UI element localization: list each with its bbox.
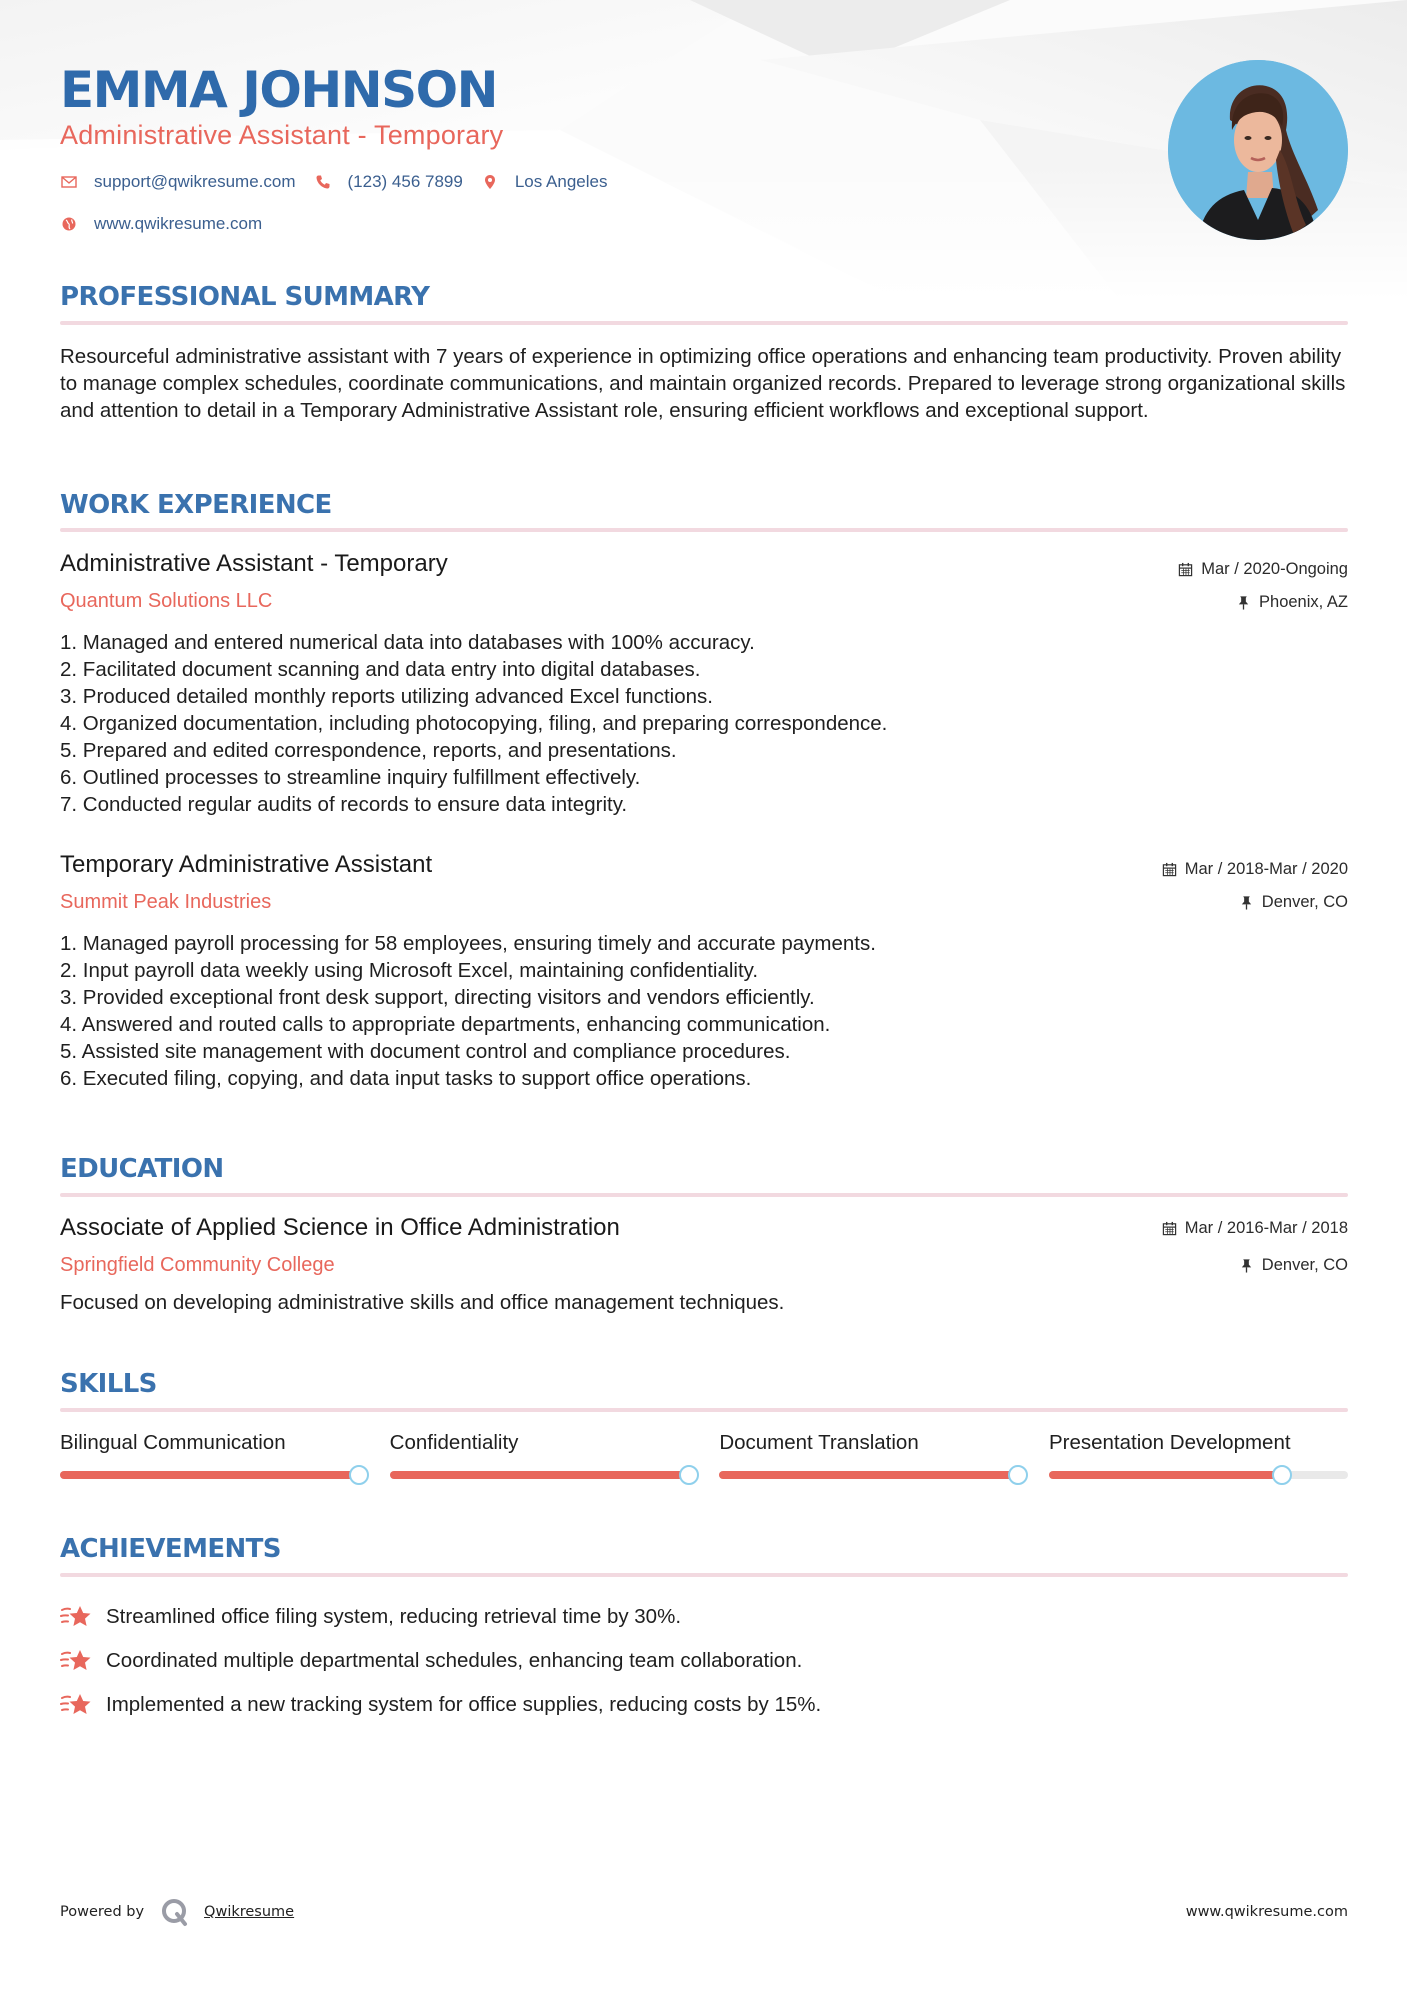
- achievements-list: [60, 1595, 821, 1727]
- contact-row-secondary: [60, 214, 280, 234]
- job-location: [1236, 591, 1348, 613]
- skill-label: Confidentiality: [389, 1431, 519, 1454]
- achievement-text: Implemented a new tracking system for office supplies, reducing costs by 15%.: [106, 1693, 822, 1716]
- contact-website[interactable]: [60, 214, 262, 234]
- experience-heading: WORK EXPERIENCE: [60, 490, 332, 520]
- job-bullet: 1. Managed payroll processing for 58 employees, ensuring timely and accurate payments.: [60, 932, 876, 955]
- achievement-item: [60, 1683, 821, 1727]
- skill-level-bar: [390, 1471, 689, 1479]
- skill-level-knob: [349, 1465, 369, 1485]
- job-company: Summit Peak Industries: [60, 891, 272, 913]
- education-description: Focused on developing administrative skills and office management techniques.: [60, 1291, 785, 1314]
- skill-item: [60, 1429, 359, 1479]
- summary-text: Resourceful administrative assistant with 7 years of experience in optimizing office operations and enhancing team productivity. Proven ability to manage complex schedules, coordinate communications, and maintain organized records. Prepared to leverage strong organizational skills and attention to detail in a Temporary Administrative Assistant role, ensuring efficient workflows and exceptional support.: [60, 345, 1346, 422]
- skill-level-knob: [1272, 1465, 1292, 1485]
- skill-level-knob: [679, 1465, 699, 1485]
- skill-level-fill: [390, 1471, 689, 1479]
- calendar-icon: [1162, 862, 1177, 877]
- skills-list: [60, 1429, 1348, 1479]
- job-location: [1239, 891, 1348, 913]
- phone-text: (123) 456 7899: [347, 172, 463, 191]
- job-title: Temporary Administrative Assistant: [60, 851, 433, 878]
- education-heading: EDUCATION: [60, 1154, 224, 1184]
- shooting-star-icon: [60, 1602, 92, 1632]
- skill-level-fill: [719, 1471, 1018, 1479]
- email-text: support@qwikresume.com: [94, 172, 296, 191]
- achievement-text: Coordinated multiple departmental schedules, enhancing team collaboration.: [106, 1649, 803, 1672]
- contact-email[interactable]: [60, 172, 296, 192]
- skill-level-knob: [1008, 1465, 1028, 1485]
- job-bullet: 2. Input payroll data weekly using Microsoft Excel, maintaining confidentiality.: [60, 959, 759, 982]
- map-pin-icon: [481, 173, 499, 191]
- skill-item: [1049, 1429, 1348, 1479]
- skill-level-fill: [60, 1471, 359, 1479]
- website-text: www.qwikresume.com: [94, 214, 263, 233]
- pushpin-icon: [1239, 1258, 1254, 1273]
- job-bullet-list: [60, 629, 887, 818]
- job-dates-text: Mar / 2018-Mar / 2020: [1184, 860, 1348, 878]
- job-location-text: Phoenix, AZ: [1259, 593, 1348, 611]
- education-dates-text: Mar / 2016-Mar / 2018: [1184, 1219, 1348, 1237]
- footer-website[interactable]: www.qwikresume.com: [1185, 1904, 1348, 1920]
- achievement-item: [60, 1595, 821, 1639]
- contact-row-primary: [60, 172, 625, 192]
- shooting-star-icon: [60, 1690, 92, 1720]
- job-bullet: 3. Provided exceptional front desk support, directing visitors and vendors efficiently.: [60, 986, 815, 1009]
- globe-icon: [60, 215, 78, 233]
- profile-photo: [1168, 60, 1348, 240]
- education-dates: [1162, 1217, 1348, 1239]
- job-bullet: 5. Prepared and edited correspondence, reports, and presentations.: [60, 739, 677, 762]
- skill-level-bar: [60, 1471, 359, 1479]
- phone-icon: [314, 173, 332, 191]
- job-location-text: Denver, CO: [1261, 893, 1348, 911]
- experience-divider: [60, 528, 1348, 532]
- calendar-icon: [1178, 562, 1193, 577]
- job-bullet: 6. Executed filing, copying, and data input tasks to support office operations.: [60, 1067, 752, 1090]
- shooting-star-icon: [60, 1646, 92, 1676]
- job-bullet: 1. Managed and entered numerical data into databases with 100% accuracy.: [60, 631, 755, 654]
- education-location-text: Denver, CO: [1261, 1256, 1348, 1274]
- footer-powered-by: [60, 1897, 294, 1927]
- job-bullet: 7. Conducted regular audits of records to ensure data integrity.: [60, 793, 628, 816]
- skill-item: [390, 1429, 689, 1479]
- job-bullet: 5. Assisted site management with document control and compliance procedures.: [60, 1040, 791, 1063]
- candidate-title: Administrative Assistant - Temporary: [60, 120, 504, 150]
- skill-label: Document Translation: [719, 1431, 919, 1454]
- job-bullet: 2. Facilitated document scanning and data entry into digital databases.: [60, 658, 701, 681]
- summary-heading: PROFESSIONAL SUMMARY: [60, 282, 430, 312]
- skill-label: Bilingual Communication: [60, 1431, 286, 1454]
- skill-label: Presentation Development: [1048, 1431, 1291, 1454]
- skill-level-bar: [719, 1471, 1018, 1479]
- education-location: [1239, 1254, 1348, 1276]
- job-bullet: 6. Outlined processes to streamline inquiry fulfillment effectively.: [60, 766, 641, 789]
- achievement-item: [60, 1639, 821, 1683]
- qwikresume-logo-icon: [160, 1897, 190, 1927]
- achievements-heading: ACHIEVEMENTS: [60, 1534, 281, 1564]
- job-bullet: 4. Organized documentation, including photocopying, filing, and preparing correspondence.: [60, 712, 888, 735]
- job-dates: [1178, 558, 1348, 580]
- envelope-icon: [60, 173, 78, 191]
- location-text: Los Angeles: [514, 172, 608, 191]
- job-dates: [1162, 858, 1348, 880]
- summary-divider: [60, 321, 1348, 325]
- skills-heading: SKILLS: [60, 1369, 157, 1399]
- job-bullet: 4. Answered and routed calls to appropriate departments, enhancing communication.: [60, 1013, 831, 1036]
- skill-item: [719, 1429, 1018, 1479]
- calendar-icon: [1162, 1221, 1177, 1236]
- skill-level-bar: [1049, 1471, 1348, 1479]
- candidate-name: EMMA JOHNSON: [60, 61, 497, 119]
- job-company: Quantum Solutions LLC: [60, 590, 273, 612]
- job-bullet: 3. Produced detailed monthly reports utilizing advanced Excel functions.: [60, 685, 713, 708]
- contact-phone[interactable]: [314, 172, 463, 192]
- job-bullet-list: [60, 930, 876, 1092]
- pushpin-icon: [1236, 595, 1251, 610]
- pushpin-icon: [1239, 895, 1254, 910]
- powered-by-label: Powered by: [60, 1904, 145, 1920]
- skills-divider: [60, 1408, 1348, 1412]
- job-title: Administrative Assistant - Temporary: [60, 550, 448, 577]
- school-name: Springfield Community College: [60, 1254, 335, 1276]
- achievement-text: Streamlined office filing system, reducing retrieval time by 30%.: [106, 1605, 682, 1628]
- job-dates-text: Mar / 2020-Ongoing: [1201, 560, 1348, 578]
- skill-level-fill: [1049, 1471, 1282, 1479]
- qwikresume-link[interactable]: Qwikresume: [204, 1904, 295, 1920]
- contact-location: [481, 172, 608, 192]
- education-divider: [60, 1193, 1348, 1197]
- degree-title: Associate of Applied Science in Office Administration: [60, 1214, 620, 1241]
- achievements-divider: [60, 1573, 1348, 1577]
